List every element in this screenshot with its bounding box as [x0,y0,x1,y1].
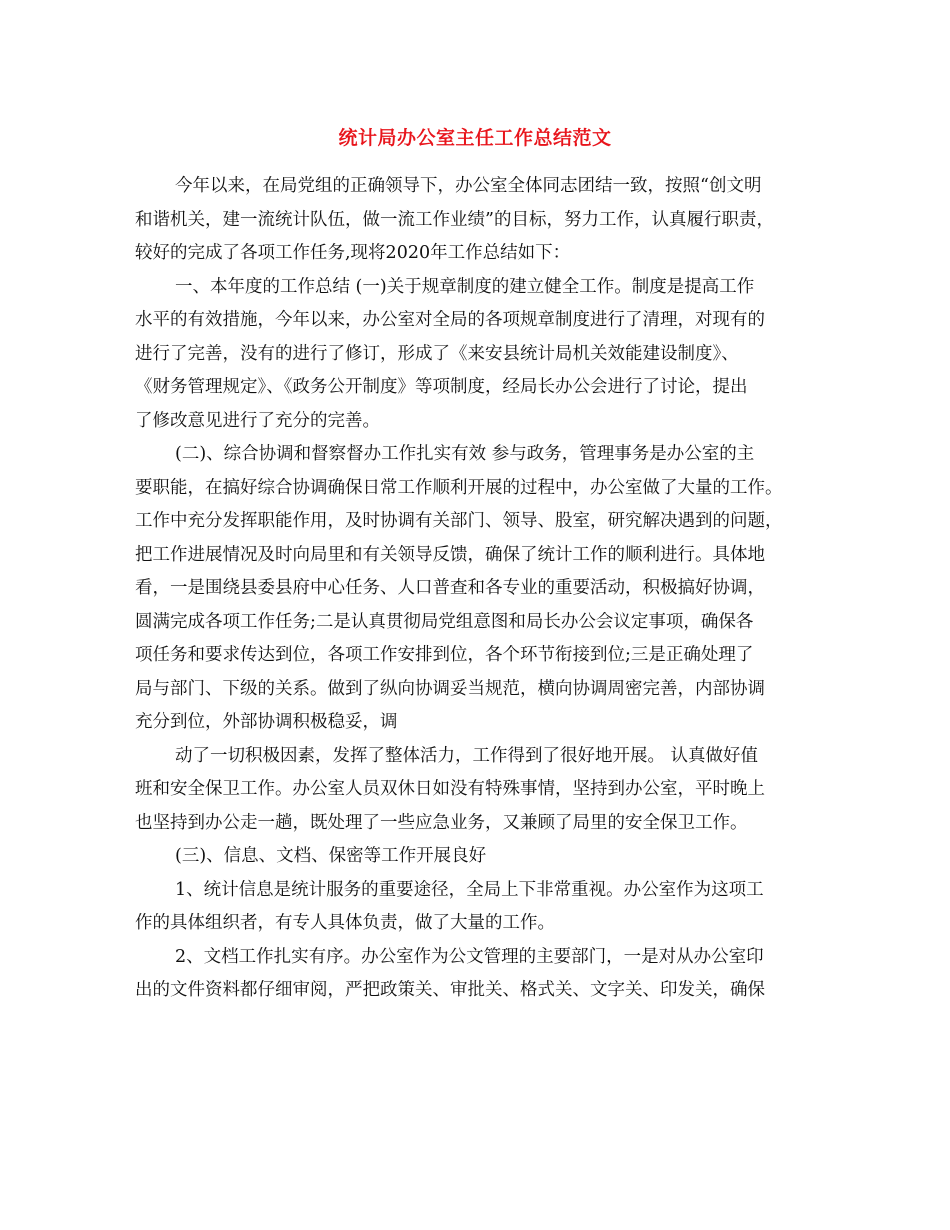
body-line: 2、文档工作扎实有序。办公室作为公文管理的主要部门，一是对从办公室印 [175,947,764,967]
document-title: 统计局办公室主任工作总结范文 [338,127,612,149]
body-line: 把工作进展情况及时向局里和有关领导反馈，确保了统计工作的顺利进行。具体地 [135,545,765,565]
body-line: 要职能，在搞好综合协调确保日常工作顺利开展的过程中，办公室做了大量的工作。 [135,478,783,498]
body-line: 局与部门、下级的关系。做到了纵向协调妥当规范，横向协调周密完善，内部协调 [135,679,765,699]
body-line: 作的具体组织者，有专人具体负责，做了大量的工作。 [135,913,555,933]
body-line: (三)、信息、文档、保密等工作开展良好 [175,846,487,866]
body-line: 项任务和要求传达到位，各项工作安排到位，各个环节衔接到位;三是正确处理了 [135,645,754,665]
body-line: 1、统计信息是统计服务的重要途径，全局上下非常重视。办公室作为这项工 [175,880,764,900]
body-line: 一、本年度的工作总结 (一)关于规章制度的建立健全工作。制度是提高工作 [175,277,755,297]
body-line: 班和安全保卫工作。办公室人员双休日如没有特殊事情，坚持到办公室，平时晚上 [135,779,765,799]
body-line: 充分到位，外部协调积极稳妥，调 [135,712,398,732]
body-line: 动了一切积极因素，发挥了整体活力，工作得到了很好地开展。 认真做好值 [175,746,759,766]
body-line: 和谐机关，建一流统计队伍，做一流工作业绩”的目标，努力工作，认真履行职责， [135,210,774,230]
body-line: 今年以来，在局党组的正确领导下，办公室全体同志团结一致，按照“创文明 [175,176,762,196]
body-line: 了修改意见进行了充分的完善。 [135,411,380,431]
body-line: 较好的完成了各项工作任务,现将2020年工作总结如下： [135,243,571,263]
body-line: 也坚持到办公走一趟，既处理了一些应急业务，又兼顾了局里的安全保卫工作。 [135,813,748,833]
body-line: (二)、综合协调和督察督办工作扎实有效 参与政务，管理事务是办公室的主 [175,444,755,464]
body-line: 工作中充分发挥职能作用，及时协调有关部门、领导、股室，研究解决遇到的问题， [135,511,783,531]
body-line: 《财务管理规定》、《政务公开制度》等项制度，经局长办公会进行了讨论，提出 [135,377,748,397]
body-line: 圆满完成各项工作任务;二是认真贯彻局党组意图和局长办公会议定事项，确保各 [135,612,754,632]
body-line: 进行了完善，没有的进行了修订，形成了《来安县统计局机关效能建设制度》、 [135,344,739,364]
body-line: 出的文件资料都仔细审阅，严把政策关、审批关、格式关、文字关、印发关，确保 [135,980,765,1000]
body-line: 看，一是围绕县委县府中心任务、人口普查和各专业的重要活动，积极搞好协调， [135,578,765,598]
body-line: 水平的有效措施，今年以来，办公室对全局的各项规章制度进行了清理，对现有的 [135,310,765,330]
